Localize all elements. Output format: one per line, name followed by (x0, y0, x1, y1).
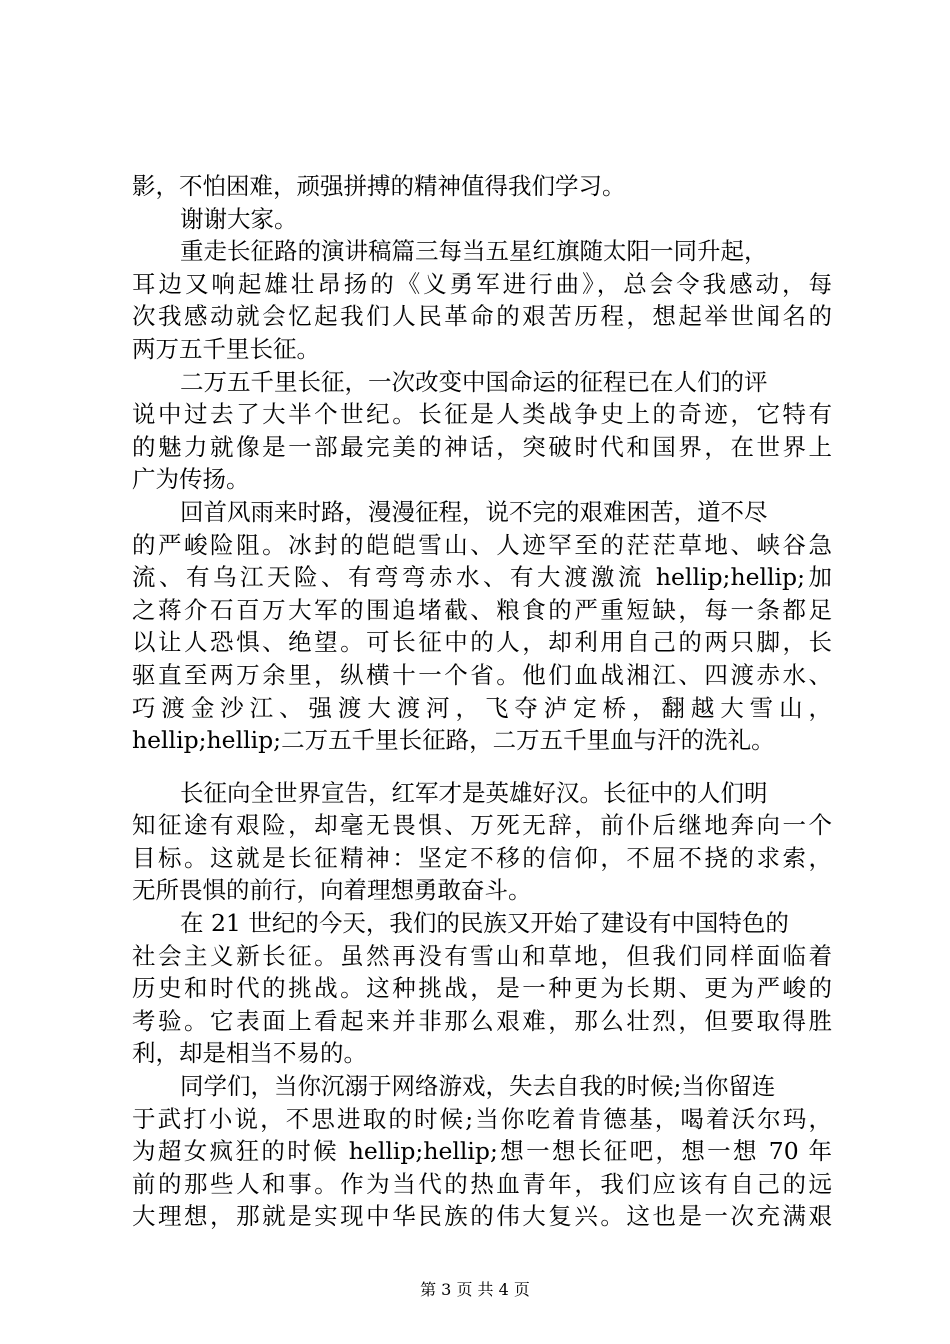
text-line: 前的那些人和事。作为当代的热血青年，我们应该有自己的远 (132, 1169, 832, 1198)
text-line: 巧渡金沙江、强渡大渡河，飞夺泸定桥，翻越大雪山， (132, 693, 832, 722)
text-line: 为超女疯狂的时候 hellip;hellip;想一想长征吧，想一想 70 年 (132, 1137, 832, 1166)
text-line: 历史和时代的挑战。这种挑战，是一种更为长期、更为严峻的 (132, 974, 832, 1003)
text-line: 流、有乌江天险、有弯弯赤水、有大渡激流 hellip;hellip;加 (132, 563, 832, 592)
body-text (132, 170, 832, 1233)
text-line: 说中过去了大半个世纪。长征是人类战争史上的奇迹，它特有 (132, 400, 832, 429)
text-line: 长征向全世界宣告，红军才是英雄好汉。长征中的人们明 (180, 778, 768, 807)
text-line: 次我感动就会忆起我们人民革命的艰苦历程，想起举世闻名的 (132, 302, 832, 331)
text-line: 回首风雨来时路，漫漫征程，说不完的艰难困苦，道不尽 (180, 497, 768, 526)
text-line: 重走长征路的演讲稿篇三每当五星红旗随太阳一同升起， (180, 237, 768, 266)
text-line: 于武打小说，不思进取的时候;当你吃着肯德基，喝着沃尔玛， (132, 1104, 832, 1133)
text-line: 的魅力就像是一部最完美的神话，突破时代和国界，在世界上 (132, 432, 832, 461)
text-line: 谢谢大家。 (180, 204, 298, 233)
text-line: 以让人恐惧、绝望。可长征中的人，却利用自己的两只脚，长 (132, 628, 832, 657)
text-line: 同学们，当你沉溺于网络游戏，失去自我的时候;当你留连 (180, 1072, 776, 1101)
text-line: 无所畏惧的前行，向着理想勇敢奋斗。 (132, 876, 532, 905)
text-line: 广为传扬。 (132, 465, 250, 494)
text-line: hellip;hellip;二万五千里长征路，二万五千里血与汗的洗礼。 (132, 726, 775, 755)
text-line: 两万五千里长征。 (132, 334, 320, 363)
text-line: 二万五千里长征，一次改变中国命运的征程已在人们的评 (180, 367, 768, 396)
text-line: 大理想，那就是实现中华民族的伟大复兴。这也是一次充满艰 (132, 1202, 832, 1231)
text-line: 影，不怕困难，顽强拼搏的精神值得我们学习。 (132, 172, 626, 200)
text-line: 驱直至两万余里，纵横十一个省。他们血战湘江、四渡赤水、 (132, 660, 832, 689)
text-line: 知征途有艰险，却毫无畏惧、万死无辞，前仆后继地奔向一个 (132, 811, 832, 840)
text-line: 的严峻险阻。冰封的皑皑雪山、人迹罕至的茫茫草地、峡谷急 (132, 530, 832, 559)
text-line: 目标。这就是长征精神：坚定不移的信仰，不屈不挠的求索， (132, 843, 832, 872)
text-line: 利，却是相当不易的。 (132, 1039, 367, 1068)
paragraph-gap (132, 757, 832, 777)
text-line: 之蒋介石百万大军的围追堵截、粮食的严重短缺，每一条都足 (132, 595, 832, 624)
text-line: 考验。它表面上看起来并非那么艰难，那么壮烈，但要取得胜 (132, 1006, 832, 1035)
page-number-footer: 第 3 页 共 4 页 (420, 1280, 530, 1299)
text-line: 社会主义新长征。虽然再没有雪山和草地，但我们同样面临着 (132, 941, 832, 970)
text-line: 耳边又响起雄壮昂扬的《义勇军进行曲》，总会令我感动，每 (132, 269, 832, 298)
text-line: 在 21 世纪的今天，我们的民族又开始了建设有中国特色的 (180, 909, 789, 938)
